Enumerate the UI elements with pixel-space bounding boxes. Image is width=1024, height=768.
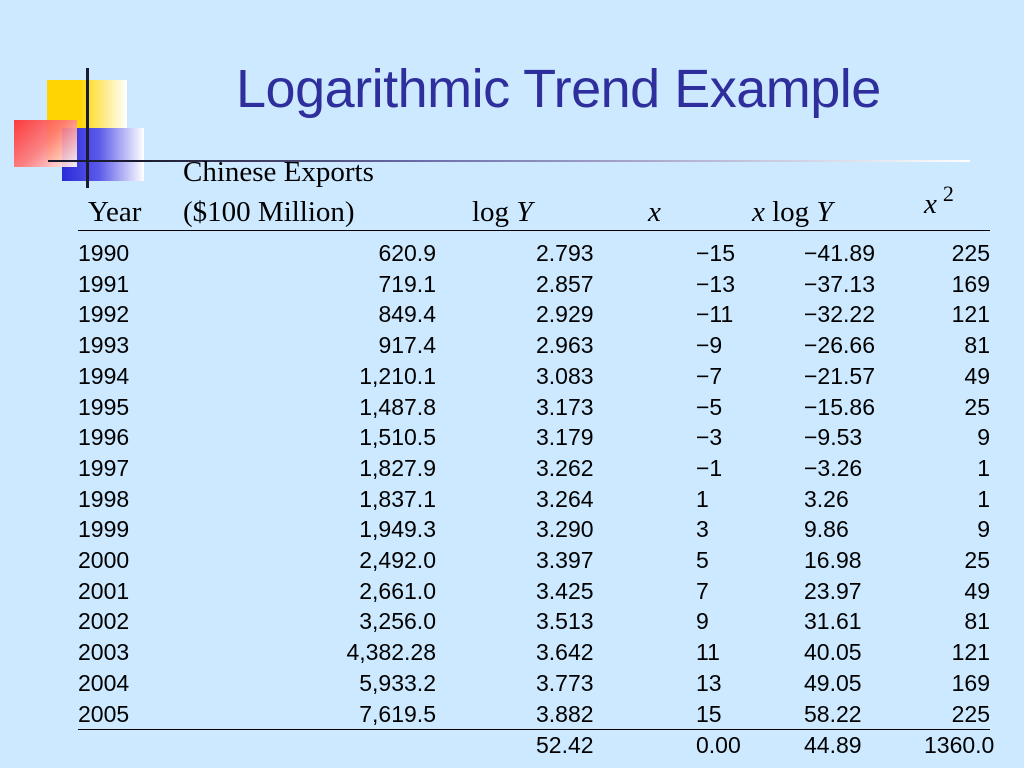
cell-x-log-y: 23.97 [804, 577, 862, 604]
total-x-log-y: 44.89 [804, 732, 862, 758]
cell-x-squared: 25 [964, 547, 990, 574]
cell-log-y: 2.857 [536, 270, 594, 297]
table-row [78, 668, 990, 699]
cell-x-log-y: −26.66 [804, 332, 875, 359]
cell-exports: 2,661.0 [359, 577, 436, 604]
table-row [78, 576, 990, 607]
cell-year: 2002 [78, 608, 130, 635]
table-row [78, 238, 990, 269]
cell-x: −13 [696, 270, 736, 297]
cell-x-log-y: −32.22 [804, 301, 875, 328]
cell-exports: 3,256.0 [359, 608, 436, 635]
cell-log-y: 3.773 [536, 669, 594, 696]
table-row [78, 299, 990, 330]
cell-x: 3 [696, 516, 709, 543]
cell-x: 9 [696, 608, 709, 635]
cell-x: 15 [696, 700, 722, 727]
cell-log-y: 3.642 [536, 639, 594, 666]
cell-x-squared: 1 [977, 454, 990, 481]
table-header-rule [78, 230, 990, 231]
cell-x: −9 [696, 332, 723, 359]
cell-exports: 620.9 [378, 240, 436, 266]
cell-year: 2001 [78, 577, 130, 604]
cell-exports: 917.4 [378, 332, 436, 359]
header-x-squared [924, 181, 954, 221]
table-row [78, 699, 990, 730]
cell-exports: 1,487.8 [359, 393, 436, 420]
header-x: x [648, 196, 661, 228]
vertical-line-decoration [86, 68, 89, 188]
cell-x-log-y: 9.86 [804, 516, 849, 543]
cell-x: −11 [696, 301, 734, 328]
cell-x: 7 [696, 577, 709, 604]
cell-x-log-y: 3.26 [804, 485, 849, 512]
decorative-logo [0, 0, 200, 200]
cell-x-squared: 225 [951, 700, 990, 727]
cell-x: 11 [696, 639, 720, 666]
cell-x-log-y: 31.61 [804, 608, 862, 635]
cell-exports: 1,827.9 [359, 454, 436, 481]
cell-x-squared: 9 [977, 516, 990, 543]
cell-x-log-y: −21.57 [804, 362, 875, 389]
cell-log-y: 2.963 [536, 332, 594, 359]
cell-gap [436, 361, 536, 392]
cell-x: 5 [696, 547, 709, 574]
cell-year: 1997 [78, 454, 130, 481]
header-x-log-y-x: x [752, 196, 765, 228]
cell-year: 1999 [78, 516, 130, 543]
total-x: 0.00 [696, 732, 741, 758]
header-log-y [472, 196, 532, 229]
cell-x-squared: 81 [964, 608, 990, 635]
total-log-y: 52.42 [536, 732, 594, 758]
cell-gap [436, 606, 536, 637]
cell-log-y: 3.179 [536, 424, 594, 451]
cell-x: −1 [696, 454, 723, 481]
cell-exports: 719.1 [378, 270, 436, 297]
table-row [78, 545, 990, 576]
cell-gap [436, 545, 536, 576]
cell-exports: 1,510.5 [359, 424, 436, 451]
cell-x-log-y: −37.13 [804, 270, 875, 297]
cell-gap [436, 668, 536, 699]
cell-log-y: 3.882 [536, 700, 594, 727]
cell-x: −15 [696, 240, 736, 266]
table-row [78, 484, 990, 515]
cell-log-y: 2.929 [536, 301, 594, 328]
cell-gap [436, 269, 536, 300]
cell-gap [436, 576, 536, 607]
cell-x-squared: 81 [964, 332, 990, 359]
cell-x: −3 [696, 424, 723, 451]
cell-year: 2003 [78, 639, 130, 666]
header-log-y-var: Y [516, 196, 533, 228]
totals-gap [436, 730, 536, 760]
header-x-log-y-mid: log [764, 196, 817, 228]
header-log-y-prefix: log [472, 196, 517, 228]
cell-x-squared: 1 [977, 485, 990, 512]
cell-x-log-y: 49.05 [804, 669, 862, 696]
cell-year: 1994 [78, 362, 130, 389]
cell-gap [436, 299, 536, 330]
header-exports-line2: ($100 Million) [183, 196, 355, 228]
cell-log-y: 3.290 [536, 516, 594, 543]
cell-log-y: 3.397 [536, 547, 594, 574]
cell-log-y: 2.793 [536, 240, 594, 266]
header-x-squared-exp: 2 [942, 181, 954, 206]
cell-x-squared: 169 [951, 270, 990, 297]
cell-x: 1 [696, 485, 709, 512]
cell-x-squared: 49 [964, 577, 990, 604]
cell-gap [436, 238, 536, 269]
cell-year: 1996 [78, 424, 130, 451]
cell-year: 1992 [78, 301, 130, 328]
cell-x: −5 [696, 393, 723, 420]
table-row [78, 637, 990, 668]
cell-year: 1993 [78, 332, 130, 359]
cell-exports: 7,619.5 [359, 700, 436, 727]
cell-exports: 1,837.1 [359, 485, 436, 512]
cell-x-log-y: 16.98 [804, 547, 862, 574]
cell-year: 1990 [78, 240, 130, 266]
cell-x-squared: 121 [951, 301, 990, 328]
table-row [78, 453, 990, 484]
cell-gap [436, 514, 536, 545]
cell-exports: 5,933.2 [359, 669, 436, 696]
table-row [78, 330, 990, 361]
cell-gap [436, 453, 536, 484]
table-row [78, 269, 990, 300]
cell-x-squared: 225 [951, 240, 990, 266]
cell-x-squared: 49 [964, 362, 990, 389]
cell-x-squared: 9 [977, 424, 990, 451]
cell-year: 1998 [78, 485, 130, 512]
header-x-squared-base: x [924, 188, 937, 220]
cell-x-log-y: −9.53 [804, 424, 863, 451]
cell-exports: 2,492.0 [359, 547, 436, 574]
cell-gap [436, 422, 536, 453]
cell-exports: 849.4 [378, 301, 436, 328]
header-x-log-y [752, 196, 833, 229]
cell-exports: 4,382.28 [346, 639, 436, 666]
cell-x-squared: 25 [964, 393, 990, 420]
cell-gap [436, 637, 536, 668]
table-row [78, 392, 990, 423]
totals-row [78, 730, 994, 760]
cell-exports: 1,210.1 [359, 362, 436, 389]
cell-year: 2000 [78, 547, 130, 574]
cell-log-y: 3.083 [536, 362, 594, 389]
cell-year: 2004 [78, 669, 130, 696]
cell-x-log-y: 40.05 [804, 639, 862, 666]
totals-year-cell [78, 730, 256, 760]
cell-year: 2005 [78, 700, 130, 727]
cell-x-log-y: 58.22 [804, 700, 862, 727]
table-row [78, 361, 990, 392]
totals-exports-cell [256, 730, 436, 760]
cell-x-log-y: −15.86 [804, 393, 875, 420]
cell-x: −7 [696, 362, 723, 389]
table-row [78, 422, 990, 453]
cell-log-y: 3.425 [536, 577, 594, 604]
cell-log-y: 3.262 [536, 454, 594, 481]
cell-log-y: 3.513 [536, 608, 594, 635]
cell-x-squared: 121 [951, 639, 990, 666]
cell-log-y: 3.173 [536, 393, 594, 420]
header-year: Year [88, 196, 142, 228]
slide-title: Logarithmic Trend Example [236, 59, 881, 119]
data-table [78, 238, 990, 729]
header-exports-line1: Chinese Exports [183, 156, 374, 188]
header-x-log-y-y: Y [816, 196, 833, 228]
cell-log-y: 3.264 [536, 485, 594, 512]
table-row [78, 514, 990, 545]
cell-gap [436, 699, 536, 730]
cell-year: 1991 [78, 270, 130, 297]
cell-gap [436, 392, 536, 423]
cell-x-squared: 169 [951, 669, 990, 696]
cell-gap [436, 330, 536, 361]
cell-x-log-y: −3.26 [804, 454, 863, 481]
cell-gap [436, 484, 536, 515]
cell-x: 13 [696, 669, 722, 696]
cell-x-log-y: −41.89 [804, 240, 875, 266]
cell-year: 1995 [78, 393, 130, 420]
total-x-squared: 1360.0 [924, 732, 995, 758]
table-row [78, 606, 990, 637]
cell-exports: 1,949.3 [359, 516, 436, 543]
